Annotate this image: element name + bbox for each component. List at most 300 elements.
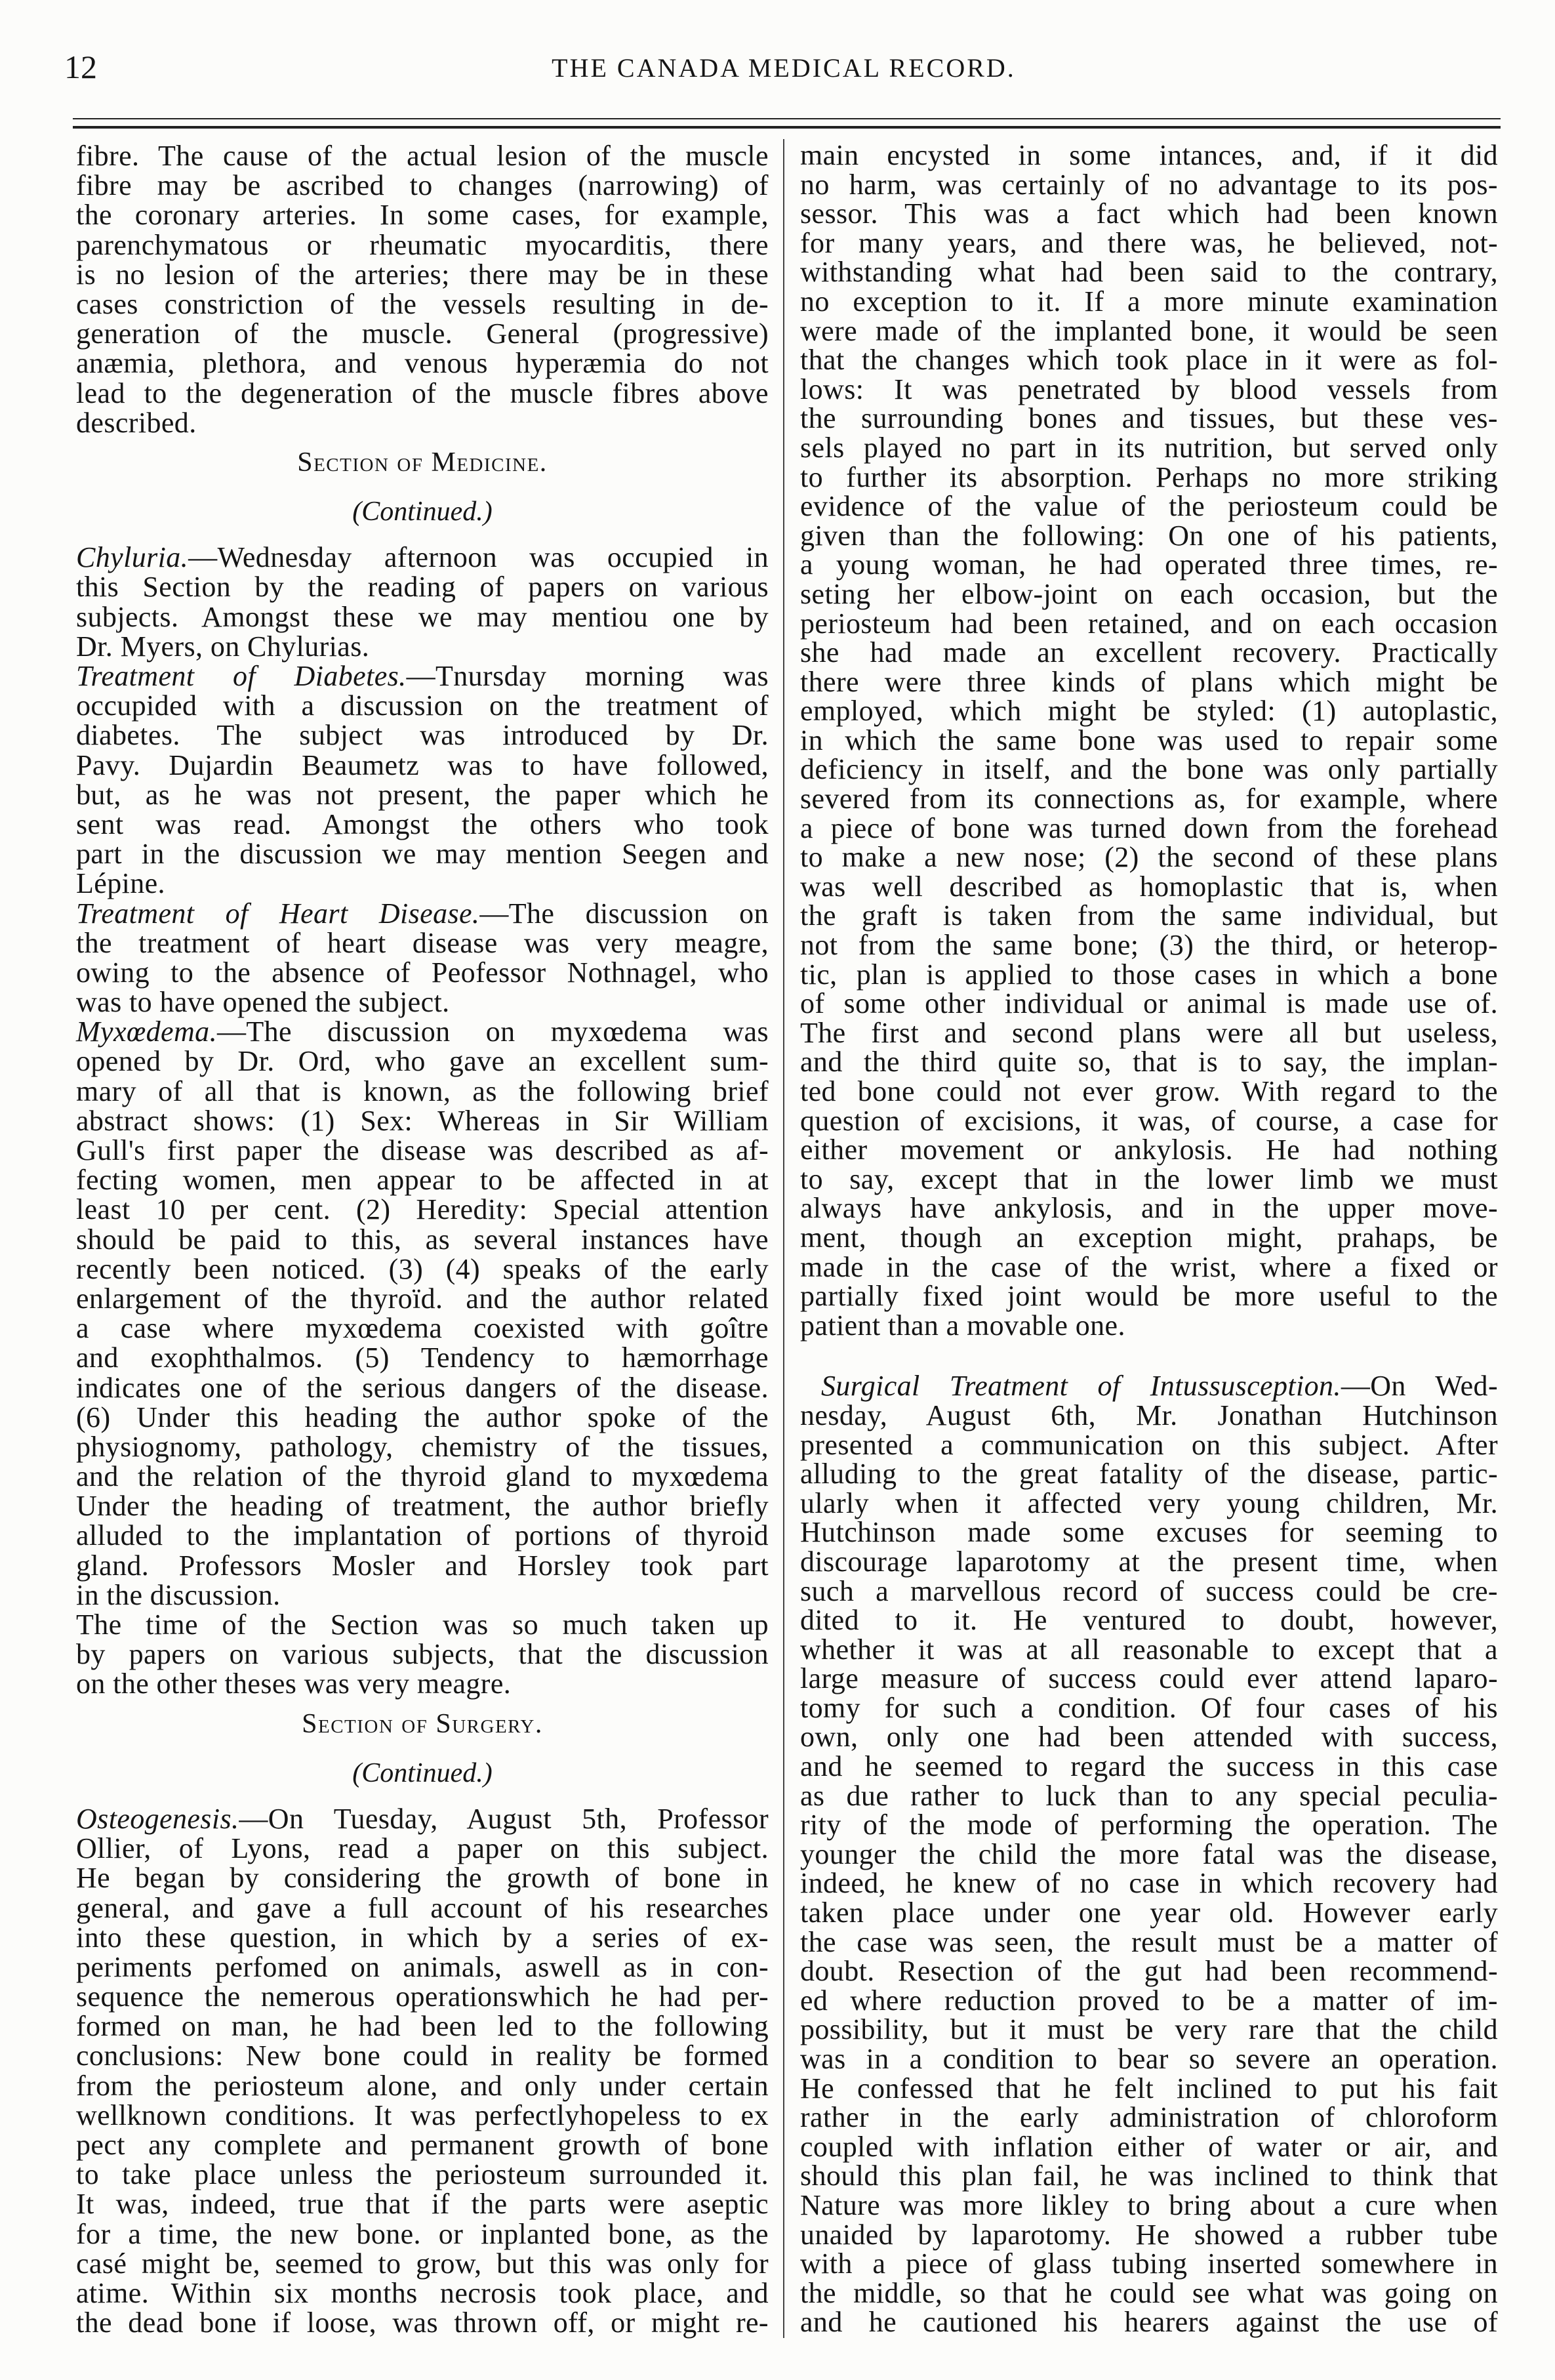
text-line [800, 258, 1498, 287]
text-line [76, 289, 769, 319]
text-line [76, 1580, 769, 1610]
text-line [76, 1254, 769, 1284]
text-line [76, 1373, 769, 1403]
text-line [800, 1837, 1498, 1870]
text-line [800, 665, 1498, 698]
line-text: in the discussion. [76, 1578, 281, 1611]
text-line [800, 931, 1498, 960]
text-line [800, 199, 1498, 229]
line-text: of some other individual or animal is made use of. [800, 987, 1498, 1020]
text-line [800, 1664, 1498, 1694]
line-text: —The discussion on myxœdema was [216, 1016, 769, 1048]
text-line [76, 869, 769, 898]
text-line [76, 543, 769, 572]
line-text: possibility, but it must be very rare that the child [800, 2013, 1498, 2046]
text-line [800, 2130, 1498, 2163]
line-text: patient than a movable one. [800, 1309, 1125, 1342]
line-text: should this plan fail, he was inclined to think that [800, 2160, 1498, 2192]
line-text: physiognomy, pathology, chemistry of the tissues, [76, 1430, 769, 1463]
text-line [800, 141, 1498, 171]
continued-label: (Continued.) [352, 1757, 493, 1788]
text-line [800, 1489, 1498, 1519]
line-text: atime. Within six months necrosis took place, and [76, 2276, 769, 2309]
text-line [76, 2071, 769, 2101]
text-line [76, 2130, 769, 2160]
text-line [76, 408, 769, 438]
text-line [76, 1225, 769, 1254]
text-line [800, 287, 1498, 317]
text-line [76, 572, 769, 602]
text-line [76, 1982, 769, 2011]
line-text: abstract shows: (1) Sex: Whereas in Sir William [76, 1104, 769, 1137]
line-text: is no lesion of the arteries; there may be in these [76, 258, 769, 291]
text-line [76, 750, 769, 780]
paragraph [800, 1372, 1498, 2337]
line-text: tomy for such a condition. Of four cases of his [800, 1691, 1498, 1724]
line-text: ment, though an exception might, prahaps, be [800, 1221, 1498, 1254]
text-line [800, 2045, 1498, 2074]
line-text: the surrounding bones and tissues, but these ves- [800, 402, 1498, 435]
line-text: main encysted in some intances, and, if it did [800, 139, 1498, 171]
line-text: that the changes which took place in it were as fol- [800, 344, 1498, 377]
line-text: to further its absorption. Perhaps no more striking [800, 461, 1498, 493]
line-text: the case was seen, the result must be a matter of [800, 1925, 1498, 1958]
paragraph-title: Myxœdema. [76, 1016, 217, 1048]
line-text: fibre may be ascribed to changes (narrowing) of [76, 169, 769, 202]
text-line [800, 2249, 1498, 2279]
line-text: for many years, and there was, he believed, not- [800, 226, 1498, 259]
text-line [76, 141, 769, 171]
text-line [800, 431, 1498, 464]
text-line [800, 811, 1498, 844]
text-line [800, 1460, 1498, 1489]
line-text: periosteum had been retained, and on each occasion [800, 607, 1498, 640]
line-text: The first and second plans were all but useless, [800, 1016, 1498, 1049]
text-line [76, 1610, 769, 1639]
text-line [76, 810, 769, 839]
text-line [800, 1250, 1498, 1283]
text-line [76, 1834, 769, 1863]
line-text: question of excisions, it was, of course, a case for [800, 1104, 1498, 1137]
text-line [800, 2308, 1498, 2337]
text-line [800, 1104, 1498, 1137]
text-line [800, 755, 1498, 785]
text-line [76, 379, 769, 408]
line-text: deficiency in itself, and the bone was only partially [800, 753, 1498, 786]
line-text: —Tnursday morning was [406, 660, 769, 692]
line-text: —The discussion on [479, 897, 769, 930]
text-line [76, 2189, 769, 2219]
text-line [800, 1898, 1498, 1928]
text-line [76, 1491, 769, 1521]
text-line [800, 843, 1498, 872]
line-text: Dr. Myers, on Chylurias. [76, 630, 370, 663]
text-line [800, 2276, 1498, 2309]
line-text: a case where myxœdema coexisted with goître [76, 1312, 769, 1345]
line-text: and he cautioned his hearers against the use of [800, 2306, 1498, 2339]
line-text: younger the child the more fatal was the disease, [800, 1837, 1498, 1870]
line-text: sent was read. Amongst the others who took [76, 808, 769, 840]
text-line [800, 2074, 1498, 2104]
text-line [800, 1077, 1498, 1107]
line-text: coupled with inflation either of water or air, and [800, 2130, 1498, 2163]
text-line [76, 2101, 769, 2130]
text-line [800, 1925, 1498, 1958]
line-text: It was, indeed, true that if the parts were aseptic [76, 2188, 769, 2221]
paragraph-title: Chyluria. [76, 541, 189, 574]
line-text: owing to the absence of Peofessor Nothnagel, who [76, 956, 769, 989]
line-text: Pavy. Dujardin Beaumetz was to have followed, [76, 749, 769, 781]
line-text: as due rather to luck than to any special peculia- [800, 1779, 1498, 1812]
line-text: tic, plan is applied to those cases in which a bone [800, 958, 1498, 991]
paragraph [76, 899, 769, 1017]
text-line [76, 987, 769, 1017]
line-text: presented a communication on this subject. After [800, 1428, 1498, 1461]
line-text: for a time, the new bone. or inplanted bone, as the [76, 2217, 769, 2250]
line-text: on the other theses was very meagre. [76, 1668, 512, 1700]
text-line [76, 1639, 769, 1669]
text-line [800, 1194, 1498, 1223]
text-line [800, 577, 1498, 610]
text-line [76, 839, 769, 869]
line-text: and he seemed to regard the success in this case [800, 1750, 1498, 1783]
line-text: taken place under one year old. However early [800, 1897, 1498, 1929]
line-text: generation of the muscle. General (progressive) [76, 318, 769, 350]
text-line [800, 519, 1498, 552]
line-text: and the relation of the thyroid gland to myxœdema [76, 1460, 769, 1493]
line-text: either movement or ankylosis. He had nothing [800, 1134, 1498, 1166]
text-line [800, 550, 1498, 580]
line-text: general, and gave a full account of his researches [76, 1891, 769, 1924]
paragraph [76, 1017, 769, 1610]
text-line [76, 1669, 769, 1698]
line-text: cases constriction of the vessels resulting in de- [76, 287, 769, 320]
text-line [76, 1521, 769, 1550]
text-line [800, 1606, 1498, 1635]
line-text: sessor. This was a fact which had been known [800, 197, 1498, 230]
text-line [76, 200, 769, 230]
line-text: casé might be, seemed to grow, but this was only for [76, 2247, 769, 2280]
header-rule-thin [73, 118, 1501, 119]
text-line [76, 2308, 769, 2337]
line-text: —On Tuesday, August 5th, Professor [239, 1802, 769, 1835]
line-text: employed, which might be styled: (1) autoplastic, [800, 695, 1498, 728]
text-line [800, 226, 1498, 259]
text-line [76, 1136, 769, 1165]
text-line [76, 1343, 769, 1372]
line-text: to say, except that in the lower limb we must [800, 1162, 1498, 1195]
text-line [800, 2162, 1498, 2191]
text-line [76, 2041, 769, 2070]
text-line [800, 1635, 1498, 1665]
text-line [76, 780, 769, 810]
text-line [76, 1952, 769, 1982]
text-line [800, 2015, 1498, 2045]
line-text: were made of the implanted bone, it would be seen [800, 314, 1498, 347]
line-text: Hutchinson made some excuses for seeming to [800, 1516, 1498, 1549]
text-line [76, 230, 769, 260]
text-line [76, 958, 769, 987]
text-line [800, 1869, 1498, 1898]
text-line [800, 346, 1498, 375]
text-line [76, 348, 769, 378]
line-text: severed from its connections as, for example, where [800, 783, 1498, 815]
text-line [800, 785, 1498, 814]
line-text: by papers on various subjects, that the discussion [76, 1638, 769, 1671]
text-line [800, 314, 1498, 347]
line-text: least 10 per cent. (2) Heredity: Special attention [76, 1193, 769, 1226]
column-rule [783, 139, 784, 2338]
paragraph [800, 141, 1498, 1340]
left-column [76, 141, 769, 2337]
text-line [800, 960, 1498, 990]
text-line [800, 492, 1498, 522]
text-line [76, 1165, 769, 1195]
text-line [800, 901, 1498, 931]
line-text: from the periosteum alone, and only under certain [76, 2069, 769, 2102]
text-line [800, 1957, 1498, 1986]
line-text: the coronary arteries. In some cases, for example, [76, 199, 769, 232]
text-line [800, 1811, 1498, 1840]
text-line [800, 1691, 1498, 1724]
text-line [76, 602, 769, 632]
line-text: was to have opened the subject. [76, 986, 450, 1019]
text-line [76, 1863, 769, 1893]
text-line [800, 697, 1498, 726]
line-text: —Wednesday afternoon was occupied in [188, 541, 769, 574]
line-text: recently been noticed. (3) (4) speaks of the early [76, 1252, 769, 1285]
line-text: part in the discussion we may mention Seegen and [76, 838, 769, 871]
line-text: (6) Under this heading the author spoke of the [76, 1401, 769, 1433]
text-line [800, 2188, 1498, 2221]
line-text: periments perfomed on animals, aswell as in con- [76, 1950, 769, 1983]
text-line [76, 1313, 769, 1343]
line-text: anæmia, plethora, and venous hyperæmia do not [76, 347, 769, 380]
section-heading: Section of Medicine. [297, 447, 548, 478]
right-column [800, 141, 1498, 2337]
text-line [76, 2278, 769, 2308]
text-line [76, 928, 769, 958]
text-line [800, 1752, 1498, 1782]
paragraph [76, 1804, 769, 2337]
line-text: ed where reduction proved to be a matter of im- [800, 1984, 1498, 2017]
section-heading: Section of Surgery. [302, 1708, 543, 1739]
text-line [76, 260, 769, 289]
text-line [800, 726, 1498, 756]
text-line [76, 1432, 769, 1462]
line-text: no exception to it. If a more minute examination [800, 285, 1498, 318]
line-text: alluded to the implantation of portions of thyroid [76, 1519, 769, 1552]
line-text: there were three kinds of plans which might be [800, 665, 1498, 698]
line-text: indicates one of the serious dangers of the disease. [76, 1371, 769, 1404]
line-text: ted bone could not ever grow. With regard to the [800, 1075, 1498, 1107]
text-line [76, 1284, 769, 1313]
text-line [800, 989, 1498, 1019]
line-text: Gull's first paper the disease was described as af- [76, 1134, 769, 1166]
text-line [76, 632, 769, 661]
text-line [800, 1723, 1498, 1752]
line-text: to make a new nose; (2) the second of these plans [800, 841, 1498, 874]
line-text: the treatment of heart disease was very meagre, [76, 926, 769, 959]
line-text: such a marvellous record of success could be cre- [800, 1574, 1498, 1607]
line-text: and the third quite so, that is to say, the implan- [800, 1046, 1498, 1078]
line-text: the dead bone if loose, was thrown off, or might re- [76, 2307, 769, 2339]
line-text: but, as he was not present, the paper which he [76, 778, 769, 811]
line-text: large measure of success could ever attend laparo- [800, 1662, 1498, 1695]
line-text: no harm, was certainly of no advantage to its pos- [800, 168, 1498, 201]
line-text: Under the heading of treatment, the author briefly [76, 1490, 769, 1523]
line-text: she had made an excellent recovery. Practically [800, 636, 1498, 669]
line-text: Nature was more likley to bring about a cure when [800, 2188, 1498, 2221]
line-text: was well described as homoplastic that is, when [800, 870, 1498, 903]
line-text: this Section by the reading of papers on various [76, 571, 769, 604]
line-text: gland. Professors Mosler and Horsley took part [76, 1549, 769, 1582]
text-line [800, 2218, 1498, 2251]
line-text: He confessed that he felt inclined to put his fait [800, 2072, 1498, 2104]
text-line [76, 1923, 769, 1952]
text-line [800, 638, 1498, 668]
line-text: enlargement of the thyroïd. and the author related [76, 1282, 769, 1315]
text-line [800, 1574, 1498, 1607]
paragraph [76, 661, 769, 899]
line-text: parenchymatous or rheumatic myocarditis, there [76, 228, 769, 261]
text-line [76, 1551, 769, 1580]
line-text: mary of all that is known, as the following brief [76, 1075, 769, 1107]
text-line [800, 1048, 1498, 1077]
line-text: into these question, in which by a series of ex- [76, 1921, 769, 1954]
line-text: occupided with a discussion on the treatment of [76, 689, 769, 722]
line-text: lead to the degeneration of the muscle fibres above [76, 377, 769, 409]
line-text: partially fixed joint would be more useful to the [800, 1280, 1498, 1313]
line-text: made in the case of the wrist, where a fixed or [800, 1250, 1498, 1283]
text-line [76, 1403, 769, 1432]
line-text: wellknown conditions. It was perfectlyhopeless to ex [76, 2099, 769, 2131]
line-text: a piece of bone was turned down from the forehead [800, 811, 1498, 844]
paragraph [76, 543, 769, 661]
line-text: alluding to the great fatality of the disease, partic- [800, 1458, 1498, 1490]
text-line [800, 872, 1498, 902]
line-text: unaided by laparotomy. He showed a rubber tube [800, 2218, 1498, 2251]
text-line [800, 1311, 1498, 1341]
text-line [800, 1372, 1498, 1401]
line-text: own, only one had been attended with success, [800, 1721, 1498, 1754]
text-line [76, 1106, 769, 1136]
text-line [800, 1986, 1498, 2016]
text-line [800, 1282, 1498, 1311]
line-text: indeed, he knew of no case in which recovery had [800, 1867, 1498, 1900]
text-line [800, 1545, 1498, 1578]
line-text: sels played no part in its nutrition, but served only [800, 431, 1498, 464]
line-text: should be paid to this, as several instances have [76, 1223, 769, 1256]
line-text: lows: It was penetrated by blood vessels from [800, 373, 1498, 405]
line-text: discourage laparotomy at the present time, when [800, 1545, 1498, 1578]
text-line [800, 404, 1498, 434]
line-text: ularly when it affected very young children, Mr. [800, 1487, 1498, 1519]
text-line [800, 1518, 1498, 1548]
line-text: a young woman, he had operated three times, re- [800, 548, 1498, 581]
page-number: 12 [64, 49, 97, 85]
text-line [76, 1017, 769, 1046]
paragraph-title: Treatment of Diabetes. [76, 660, 407, 692]
paragraph [76, 1610, 769, 1699]
line-text: evidence of the value of the periosteum could be [800, 490, 1498, 523]
line-text: He began by considering the growth of bone in [76, 1862, 769, 1895]
line-text: conclusions: New bone could in reality be formed [76, 2040, 769, 2072]
line-text: —On Wed- [1341, 1370, 1499, 1403]
text-line [76, 1046, 769, 1076]
line-text: given than the following: On one of his patients, [800, 519, 1498, 552]
line-text: pect any complete and permanent growth of bone [76, 2129, 769, 2161]
line-text: seting her elbow-joint on each occasion, but the [800, 577, 1498, 610]
line-text: rity of the mode of performing the operation. The [800, 1809, 1498, 1841]
line-text: doubt. Resection of the gut had been recommend- [800, 1955, 1498, 1988]
line-text: formed on man, he had been led to the following [76, 2010, 769, 2043]
line-text: diabetes. The subject was introduced by Dr. [76, 719, 769, 752]
text-line [800, 1136, 1498, 1165]
continued-label: (Continued.) [352, 497, 493, 527]
text-line [76, 2219, 769, 2249]
text-line [800, 1162, 1498, 1195]
text-line [800, 168, 1498, 201]
line-text: The time of the Section was so much taken up [76, 1609, 769, 1641]
line-text: the middle, so that he could see what was going on [800, 2276, 1498, 2309]
text-line [800, 1223, 1498, 1253]
line-text: not from the same bone; (3) the third, or heterop- [800, 929, 1498, 962]
line-text: always have ankylosis, and in the upper move- [800, 1192, 1498, 1225]
line-text: sequence the nemerous operationswhich he had per- [76, 1980, 769, 2013]
text-line [800, 2103, 1498, 2133]
line-text: and exophthalmos. (5) Tendency to hæmorrhage [76, 1342, 769, 1374]
text-line [76, 1893, 769, 1923]
line-text: the graft is taken from the same individual, but [800, 899, 1498, 932]
text-line [76, 691, 769, 720]
line-text: fibre. The cause of the actual lesion of the muscle [76, 140, 769, 172]
line-text: to take place unless the periosteum surrounded it. [76, 2158, 769, 2191]
text-line [800, 1428, 1498, 1461]
line-text: subjects. Amongst these we may mentiou one by [76, 600, 769, 633]
text-line [800, 1016, 1498, 1049]
text-line [76, 661, 769, 691]
line-text: opened by Dr. Ord, who gave an excellent sum- [76, 1045, 769, 1078]
paragraph-title: Surgical Treatment of Intussusception. [821, 1370, 1341, 1403]
line-text: Ollier, of Lyons, read a paper on this subject. [76, 1832, 769, 1865]
text-line [76, 319, 769, 348]
text-line [800, 609, 1498, 639]
header-rule-thick [73, 126, 1501, 129]
line-text: described. [76, 406, 197, 439]
line-text: fecting women, men appear to be affected in at [76, 1164, 769, 1197]
line-text: was in a condition to bear so severe an operation. [800, 2043, 1498, 2075]
text-line [76, 1462, 769, 1491]
paragraph [76, 141, 769, 438]
text-line [76, 1077, 769, 1106]
text-line [800, 1401, 1498, 1431]
line-text: rather in the early administration of chloroform [800, 2101, 1498, 2134]
line-text: dited to it. He ventured to doubt, however, [800, 1604, 1498, 1637]
line-text: whether it was at all reasonable to except that a [800, 1633, 1498, 1666]
text-line [76, 1804, 769, 1834]
text-line [800, 463, 1498, 493]
paragraph-title: Treatment of Heart Disease. [76, 897, 480, 930]
text-line [76, 2160, 769, 2189]
text-line [76, 171, 769, 200]
paragraph-title: Osteogenesis. [76, 1802, 239, 1835]
text-line [800, 375, 1498, 405]
line-text: with a piece of glass tubing inserted somewhere in [800, 2247, 1498, 2280]
line-text: Lépine. [76, 867, 165, 900]
text-line [800, 1779, 1498, 1812]
text-line [76, 2011, 769, 2041]
